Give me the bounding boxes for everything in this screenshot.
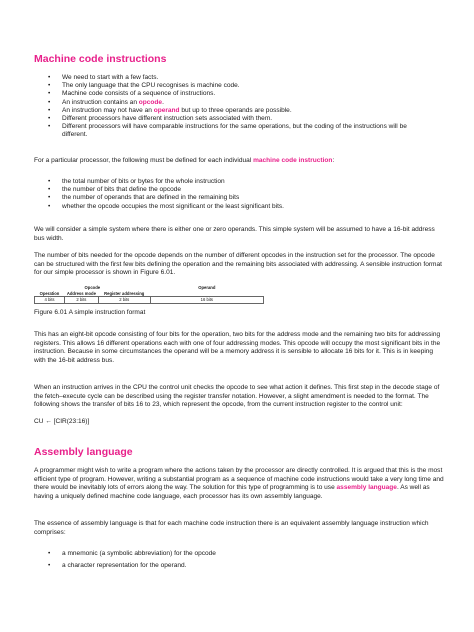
register-transfer-notation: CU ← [CIR(23:16)] (34, 418, 90, 425)
assembly-components-list (34, 548, 424, 572)
instruction-format-table (34, 285, 264, 304)
facts-list (34, 74, 424, 140)
paragraph: When an instruction arrives in the CPU the control unit checks the opcode to see what action it defines. This first step in the decode stage of the fetch–execute cycle can be described using the register transfer notation. However, a slight amendment is needed to the format. The following shows the transfer of bits 16 to 23, which represent the opcode, from the current instruction register to the control unit: (34, 384, 440, 409)
cell-operation-bits: 4 bits (35, 297, 65, 304)
list-item: • a character representation for the operand. (34, 560, 424, 572)
section-heading-assembly-language: Assembly language (34, 446, 133, 458)
cell-operand-bits: 16 bits (150, 297, 263, 304)
keyword-opcode: opcode (138, 98, 163, 106)
paragraph: We will consider a simple system where there is either one or zero operands. This simple system will be assumed to have a 16-bit address bus width. (34, 226, 435, 242)
list-item: • Machine code consists of a sequence of instructions. (34, 90, 424, 98)
col-operation: Operation (39, 290, 60, 296)
cell-address-mode-bits: 2 bits (64, 297, 98, 304)
cell-register-bits: 2 bits (98, 297, 150, 304)
list-item: • the number of bits that define the opcode (34, 186, 424, 194)
paragraph: The number of bits needed for the opcode depends on the number of different opcodes in the instruction set for the processor. The opcode can be structured with the first few bits defining the operation and the remaining bits associated with addressing. A sensible instruction format for our simple processor is shown in Figure 6.01. (34, 252, 442, 277)
paragraph: For a particular processor, the following must be defined for each individual machine code instruction: (34, 157, 335, 164)
figure-caption: Figure 6.01 A simple instruction format (34, 309, 146, 316)
list-item: • whether the opcode occupies the most significant or the least significant bits. (34, 203, 424, 211)
section-heading-machine-code: Machine code instructions (34, 53, 167, 65)
paragraph: This has an eight-bit opcode consisting of four bits for the operation, two bits for the address mode and the remaining two bits for addressing registers. This allows 16 different operations each with one of four addressing modes. This opcode will occupy the most significant bits in the instruction. Because in some circumstances the operand will be a memory address it is sensible to allocate 16 bits for it. This is in keeping with the 16-bit address bus. (34, 331, 441, 364)
keyword-assembly-language: assembly language (336, 484, 397, 492)
list-item: • Different processors will have comparable instructions for the same operations, but the coding of the instructions will be different. (34, 123, 424, 139)
list-item: • An instruction contains an opcode. (34, 99, 424, 107)
keyword-operand: operand (153, 106, 180, 114)
list-item: • Different processors have different instruction sets associated with them. (34, 115, 424, 123)
list-item: • The only language that the CPU recognises is machine code. (34, 82, 424, 90)
definition-list (34, 178, 424, 211)
col-address-mode: Address mode (66, 290, 96, 296)
list-item: • a mnemonic (a symbolic abbreviation) for the opcode (34, 548, 424, 560)
paragraph: The essence of assembly language is that for each machine code instruction there is an equivalent assembly language instruction which comprises: (34, 520, 429, 536)
opcode-label: Opcode (84, 285, 101, 290)
col-register-addressing: Register addressing (104, 290, 145, 296)
operand-label: Operand (198, 285, 216, 290)
list-item: • An instruction may not have an operand but up to three operands are possible. (34, 107, 424, 115)
list-item: • We need to start with a few facts. (34, 74, 424, 82)
list-item: • the total number of bits or bytes for the whole instruction (34, 178, 424, 186)
list-item: • the number of operands that are defined in the remaining bits (34, 194, 424, 202)
instruction-format-figure (34, 285, 264, 304)
keyword-machine-code-instruction: machine code instruction (253, 157, 333, 164)
paragraph: A programmer might wish to write a program where the actions taken by the processor are directly controlled. It is argued that this is the most efficient type of program. However, writing a substantial program as a sequence of machine code instructions would take a very long time and there would be inevitably lots of errors along the way. The solution for this type of programming is to use assembly language. As well as having a uniquely defined machine code language, each processor has its own assembly language. (34, 467, 444, 500)
